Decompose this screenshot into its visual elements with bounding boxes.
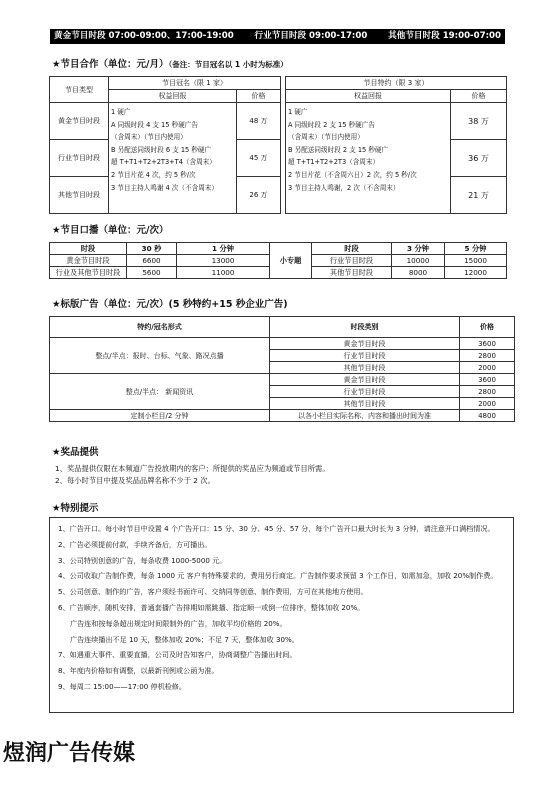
benefit-line: 1 硬广 <box>288 108 308 116</box>
mini-topic-label: 小专题 <box>270 243 312 279</box>
list-item: 9、每周二 15:00——17:00 停机检修。 <box>58 681 186 691</box>
brand-name: 煜润广告传媒 <box>3 741 136 766</box>
special-price-industry: 36 万 <box>451 140 507 177</box>
table-cell: 11000 <box>177 267 270 279</box>
broadcast-header-30s: 30 秒 <box>127 243 177 255</box>
table-cell: 10000 <box>392 255 445 267</box>
table-cell: 2000 <box>460 362 515 374</box>
ad-header-form: 特约/冠名形式 <box>50 317 270 338</box>
table-cell: 6600 <box>127 255 177 267</box>
benefit-line: 3 节目主持人鸣谢，2 次（不含周末） <box>288 183 400 192</box>
table-cell: 其他节目时段 <box>270 398 460 410</box>
ad-header-slot: 时段类别 <box>270 317 460 338</box>
ad-header-price: 价格 <box>460 317 515 338</box>
table-cell: 行业节目时段 <box>270 386 460 398</box>
list-item: 1、奖品提供仅限在本频道广告投放期内的客户；所提供的奖品应为频道或节目所需。 <box>55 464 330 473</box>
table-cell: 黄金节目时段 <box>270 338 460 350</box>
special-price-other: 21 万 <box>451 177 507 214</box>
list-item: 2、广告必须提前付款，手续齐备后，方可播出。 <box>58 539 212 549</box>
section-program-cooperation-title <box>52 56 288 70</box>
naming-price-gold: 48 万 <box>237 103 281 140</box>
naming-rights-label: 权益回报 <box>109 90 237 103</box>
table-cell: 13000 <box>177 255 270 267</box>
row-type-industry: 行业节目时段 <box>50 140 109 177</box>
special-price-gold: 38 万 <box>451 103 507 140</box>
list-item: 6、广告顺序，随机安排，普通套播广告排期如需跳播、指定顺一或倒一位排序，整体加收 20%。 <box>58 602 365 612</box>
custom-segment-note: 以各小栏目实际名称、内容和播出时间为准 <box>270 410 460 422</box>
table-cell: 黄金节目时段 <box>270 374 460 386</box>
benefit-line: 超 T+T1+T2+2T3（含周末） <box>288 158 380 167</box>
benefit-line: B 另配送同级时段 6 支 15 秒硬广 <box>111 145 212 154</box>
special-price-label: 价格 <box>451 90 507 103</box>
time-slot-banner <box>50 29 505 44</box>
topic-header-slot: 时段 <box>312 243 392 255</box>
row-type-other: 其他节目时段 <box>50 177 109 214</box>
benefit-line: 2 节目片花（不含周六日）2 次，约 5 秒/次 <box>288 170 417 179</box>
table-cell: 黄金节目时段 <box>50 255 127 267</box>
section-title-text: ★节目合作（单位：元/月） <box>52 59 169 70</box>
section-special-notice-title: ★特别提示 <box>52 503 99 514</box>
broadcast-header-1min: 1 分钟 <box>177 243 270 255</box>
benefit-line: B 另配送同级时段 2 支 15 秒硬广 <box>288 145 389 154</box>
table-cell: 15000 <box>445 255 507 267</box>
section-voice-broadcast-title: ★节目口播（单位：元/次） <box>52 225 169 236</box>
naming-price-other: 26 万 <box>237 177 281 214</box>
list-item: 3、公司特别创意的广告，每条收费 1000-5000 元。 <box>58 555 227 565</box>
ad-group-time-signal: 整点/半点：报时、台标、气象、路况点播 <box>50 338 270 374</box>
table-cell: 2000 <box>460 398 515 410</box>
table-cell: 其他节目时段 <box>270 362 460 374</box>
list-item: 5、公司创意、制作的广告，客户须经书面许可、交纳同等创意、制作费用，方可在其他地方使用。 <box>58 587 368 597</box>
table-cell: 12000 <box>445 267 507 279</box>
special-benefits <box>286 103 451 214</box>
benefit-line: A 同级时段 4 支 15 秒硬广告 <box>111 120 198 129</box>
table-cell: 2800 <box>460 350 515 362</box>
custom-segment-label: 定制小栏目/2 分钟 <box>50 410 270 422</box>
gold-slot-text: 黄金节目时段 07:00-09:00、17:00-19:00 <box>54 31 234 41</box>
industry-slot-text: 行业节目时段 09:00-17:00 <box>254 31 368 41</box>
table-cell: 3600 <box>460 374 515 386</box>
table-cell: 2800 <box>460 386 515 398</box>
list-item: 4、公司收取广告制作费，每条 1000 元 客户有特殊要求的，费用另行商定。广告制作要求预留 3 个工作日，如需加急，加收 20%制作费。 <box>58 571 498 581</box>
table-cell: 5600 <box>127 267 177 279</box>
table-cell: 行业节目时段 <box>270 350 460 362</box>
section-prize-title: ★奖品提供 <box>52 447 99 458</box>
special-rights-label: 权益回报 <box>286 90 451 103</box>
prize-list <box>55 463 330 488</box>
custom-segment-price: 4800 <box>460 410 515 422</box>
benefit-line: 1 硬广 <box>111 108 131 116</box>
table-cell: 行业节目时段 <box>312 255 392 267</box>
standard-ad-table <box>49 316 515 422</box>
table-cell: 行业及其他节目时段 <box>50 267 127 279</box>
table-cell: 8000 <box>392 267 445 279</box>
topic-header-5min: 5 分钟 <box>445 243 507 255</box>
table-cell: 3600 <box>460 338 515 350</box>
list-item: 广告连和按每条超出规定时间限制外的广告，加收平均价格的 20%。 <box>70 618 287 628</box>
row-type-gold: 黄金节目时段 <box>50 103 109 140</box>
list-item: 1、广告开口。每小时节目中设置 4 个广告开口：15 分、30 分、45 分、57 分，每个广告开口最大时长为 3 分钟，请注意开口满档情况。 <box>58 524 495 533</box>
naming-benefits <box>109 103 237 214</box>
benefit-line: 2 节目片花 4 次，约 5 秒/次 <box>111 170 196 179</box>
section-note: （备注：节目冠名以 1 小时为标准） <box>168 60 288 69</box>
naming-price-label: 价格 <box>237 90 281 103</box>
benefit-line: 超 T+T1+T2+2T3+T4（含周末） <box>111 158 216 167</box>
voice-broadcast-table <box>49 242 507 279</box>
naming-price-industry: 45 万 <box>237 140 281 177</box>
col-header-type: 节目类型 <box>50 77 109 103</box>
benefit-line: （含周末）（节目内使用） <box>288 133 364 142</box>
list-item: 8、年度内价格如有调整，以最新刊例或公函为准。 <box>58 666 219 676</box>
table-cell: 其他节目时段 <box>312 267 392 279</box>
benefit-line: （含周末）（节目内使用） <box>111 133 187 142</box>
naming-header: 节目冠名（限 1 家） <box>109 77 281 90</box>
broadcast-header-slot: 时段 <box>50 243 127 255</box>
benefit-line: A 同级时段 2 支 15 秒硬广告 <box>288 120 375 129</box>
ad-group-news: 整点/半点： 新闻资讯 <box>50 374 270 410</box>
list-item: 广告连续播出不足 10 天，整体加收 20%；不足 7 天，整体加收 30%。 <box>70 634 299 644</box>
section-standard-ad-title: ★标版广告（单位：元/次）(5 秒特约+15 秒企业广告) <box>52 299 288 310</box>
topic-header-3min: 3 分钟 <box>392 243 445 255</box>
special-notice-box <box>49 517 514 713</box>
special-header: 节目特约（限 3 家） <box>286 77 507 90</box>
other-slot-text: 其他节目时段 19:00-07:00 <box>388 31 501 41</box>
benefit-line: 3 节目主持人鸣谢 4 次（不含周末） <box>111 183 218 192</box>
program-cooperation-table <box>49 76 507 214</box>
list-item: 2、每小时节目中提及奖品品牌名称不少于 2 次。 <box>55 476 215 486</box>
list-item: 7、如遇重大事件、重要直播，公司及时告知客户，协商调整广告播出时间。 <box>58 650 297 660</box>
